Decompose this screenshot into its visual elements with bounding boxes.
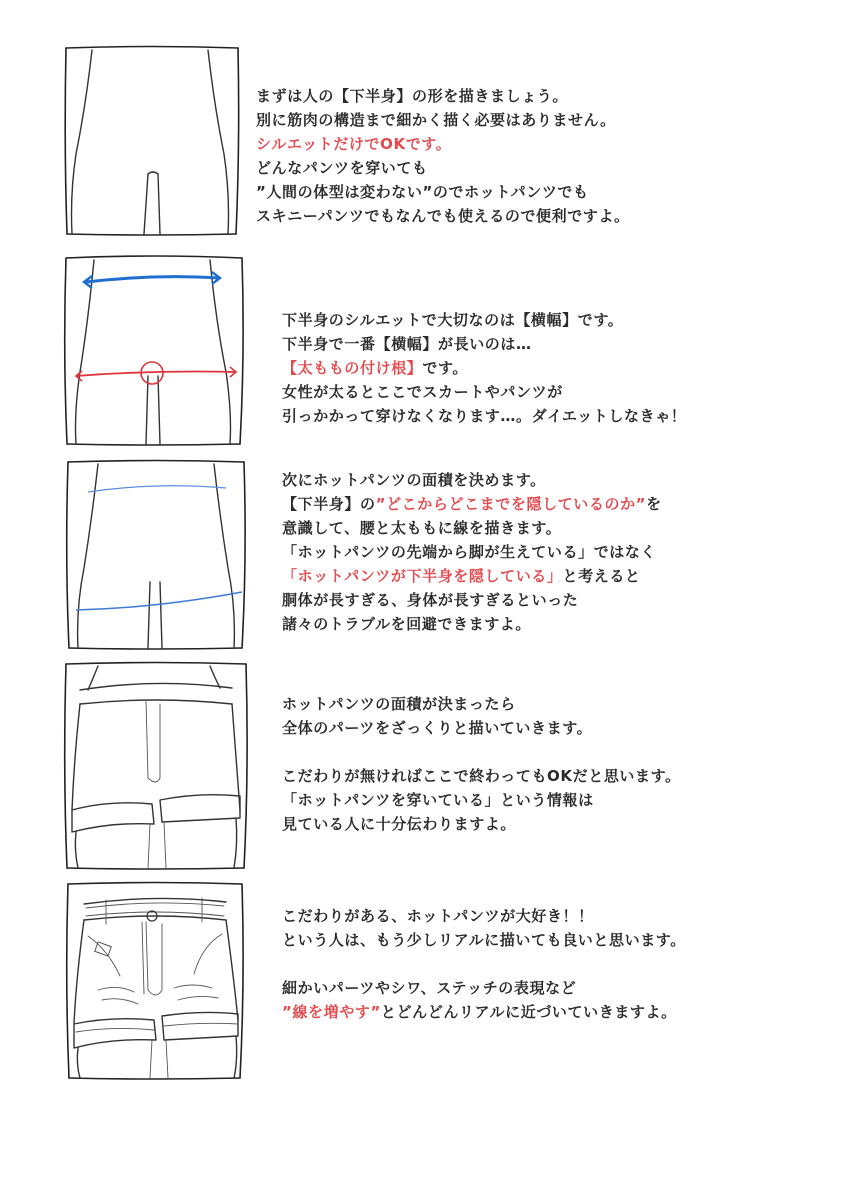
text-line <box>282 492 662 516</box>
section-1-text <box>256 84 630 228</box>
text-line <box>282 588 662 612</box>
text-line <box>256 84 630 108</box>
sketch-panel-1-silhouette <box>60 44 242 238</box>
body-text: 【下半身】の <box>282 495 376 513</box>
body-text: まずは人の【下半身】の形を描きましょう。 <box>256 87 569 105</box>
body-text: 次にホットパンツの面積を決めます。 <box>282 471 546 489</box>
highlight-text: ”線を増やす” <box>282 1003 381 1021</box>
body-text: です。 <box>422 359 469 377</box>
highlight-text: ”どこからどこまでを隠しているのか” <box>375 495 647 513</box>
text-line <box>282 928 686 952</box>
text-line <box>256 180 630 204</box>
body-text: という人は、もう少しリアルに描いても良いと思います。 <box>282 931 686 949</box>
body-text: を <box>646 495 662 513</box>
sketch-panel-4-rough-shorts <box>60 660 252 872</box>
body-text: と考えると <box>562 567 641 585</box>
text-line <box>282 1000 686 1024</box>
text-line <box>256 132 630 156</box>
section-3-text <box>282 468 662 636</box>
text-line <box>282 540 662 564</box>
body-text: 見ている人に十分伝わりますよ。 <box>282 815 517 833</box>
text-line <box>282 404 686 428</box>
section-2-text <box>282 308 686 428</box>
body-text: 「ホットパンツの先端から脚が生えている」ではなく <box>282 543 657 561</box>
section-4-text <box>282 692 681 836</box>
sketch-panel-3-area-lines <box>62 458 250 652</box>
text-line <box>282 812 681 836</box>
text-line <box>282 332 686 356</box>
highlight-text: シルエットだけでOKです。 <box>256 135 452 153</box>
text-line <box>282 788 681 812</box>
text-line <box>282 976 686 1000</box>
body-text: スキニーパンツでもなんでも使えるので便利ですよ。 <box>256 207 630 225</box>
text-line <box>282 952 686 976</box>
body-text: 下半身で一番【横幅】が長いのは… <box>282 335 532 353</box>
sketch-panel-5-detailed-shorts <box>62 880 248 1082</box>
text-line <box>282 740 681 764</box>
body-text: 細かいパーツやシワ、ステッチの表現など <box>282 979 577 997</box>
body-text: 別に筋肉の構造まで細かく描く必要はありません。 <box>256 111 616 129</box>
body-text: どんなパンツを穿いても <box>256 159 428 177</box>
body-text: 引っかかって穿けなくなります…。ダイエットしなきゃ！ <box>282 407 687 425</box>
text-line <box>282 308 686 332</box>
text-line <box>282 612 662 636</box>
body-text: とどんどんリアルに近づいていきますよ。 <box>380 1003 677 1021</box>
text-line <box>282 516 662 540</box>
body-text: こだわりが無ければここで終わってもOKだと思います。 <box>282 767 681 785</box>
highlight-text: 「ホットパンツが下半身を隠している」 <box>282 567 563 585</box>
body-text: 胴体が長すぎる、身体が長すぎるといった <box>282 591 579 609</box>
text-line <box>282 564 662 588</box>
body-text: 下半身のシルエットで大切なのは【横幅】です。 <box>282 311 624 329</box>
text-line <box>282 692 681 716</box>
body-text: 「ホットパンツを穿いている」という情報は <box>282 791 594 809</box>
text-line <box>282 468 662 492</box>
body-text: 諸々のトラブルを回避できますよ。 <box>282 615 532 633</box>
body-text: ホットパンツの面積が決まったら <box>282 695 516 713</box>
text-line <box>256 156 630 180</box>
text-line <box>282 380 686 404</box>
sketch-panel-2-width-guides <box>60 252 248 448</box>
section-5-text <box>282 904 686 1024</box>
text-line <box>282 716 681 740</box>
body-text: 全体のパーツをざっくりと描いていきます。 <box>282 719 593 737</box>
text-line <box>256 204 630 228</box>
text-line <box>282 904 686 928</box>
body-text: 女性が太るとここでスカートやパンツが <box>282 383 563 401</box>
body-text: 意識して、腰と太ももに線を描きます。 <box>282 519 562 537</box>
body-text: こだわりがある、ホットパンツが大好き！！ <box>282 907 594 925</box>
text-line <box>282 764 681 788</box>
text-line <box>282 356 686 380</box>
text-line <box>256 108 630 132</box>
highlight-text: 【太ももの付け根】 <box>282 359 423 377</box>
body-text: ”人間の体型は変わない”のでホットパンツでも <box>256 183 589 201</box>
